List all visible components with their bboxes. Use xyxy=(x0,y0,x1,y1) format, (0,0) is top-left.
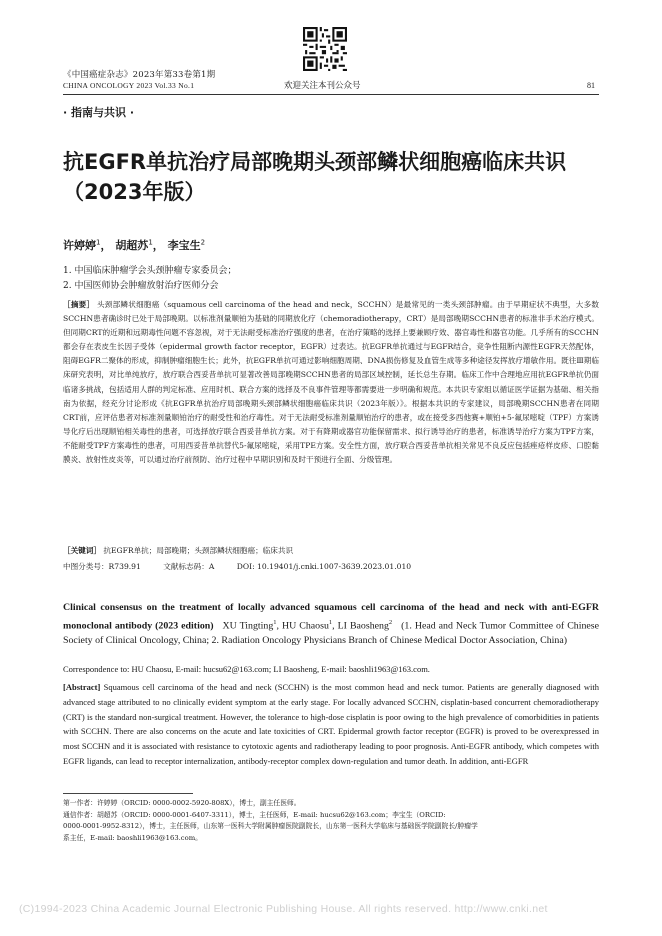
classification-line xyxy=(63,561,431,572)
journal-name-cn: 《中国癌症杂志》2023年第33卷第1期 xyxy=(63,70,216,80)
author-affiliation-mark: 1 xyxy=(148,238,153,247)
correspondence: Correspondence to: HU Chaosu, E-mail: hucsu62@163.com; LI Baosheng, E-mail: baoshli1963@163.com. xyxy=(63,664,430,674)
author-name: 李宝生 xyxy=(167,239,201,252)
doi: DOI: 10.19401/j.cnki.1007-3639.2023.01.010 xyxy=(236,562,412,571)
author-name-en: HU Chaosu xyxy=(282,620,329,632)
author-affiliation-mark: 1 xyxy=(273,619,277,626)
abstract-text-en: Squamous cell carcinoma of the head and neck (SCCHN) is the most common head and neck tumor. Patients are generally diagnosed with advanced stage attributed to no clinically evident symptom at the early stage. For locally advanced SCCHN, cisplatin-based concurrent chemoradiotherapy (CRT) is the standard non-surgical treatment. However, the tolerance to high-dose cisplatin is poor owing to the high prevalence of comorbidities in patients with SCCHN. There are also concerns on the acute and late toxicities of CRT. Epidermal growth factor receptor (EGFR) is proved to be overexpressed in most SCCHN and it is associated with resistance to cytotoxic agents and radiotherapy leading to poor prognosis. Anti-EGFR antibody, which competes with EGFR ligands, can lead to receptor internalization, antibody-receptor complex down-regulation and tumor death. In addition, anti-EGFR xyxy=(63,682,600,766)
footnote-line: 0000-0001-9952-8312），博士，主任医师，山东第一医科大学附属肿瘤医院副院长，山东第一医科大学临床与基础医学院副院长/肿瘤学 xyxy=(63,822,478,830)
footnote-divider xyxy=(63,793,193,794)
qr-caption: 欢迎关注本刊公众号 xyxy=(284,81,361,91)
article-title-cn: 抗EGFR单抗治疗局部晚期头颈部鳞状细胞癌临床共识（2023年版） xyxy=(63,150,567,204)
abstract-label-cn: ［摘要］ xyxy=(63,300,95,309)
affiliation-en: (1. Head and Neck Tumor Committee of Chinese Society of Clinical Oncology, China; 2. Radiation Oncology Physicians Branch of Chinese Medical Doctor Association, China) xyxy=(63,620,600,647)
author-list-cn: 许婷婷$^1$， 胡超苏$^1$， 李宝生$^2$ xyxy=(63,238,206,252)
header-divider xyxy=(63,94,599,95)
affiliation-line: 1. 中国临床肿瘤学会头颈肿瘤专家委员会； xyxy=(63,266,237,276)
document-code: 文献标志码：A xyxy=(163,562,215,571)
affiliation-line: 2. 中国医师协会肿瘤放射治疗医师分会 xyxy=(63,281,219,291)
journal-name-en: CHINA ONCOLOGY 2023 Vol.33 No.1 xyxy=(63,81,195,90)
abstract-label-en: [Abstract] xyxy=(63,682,101,692)
abstract-text-cn: 头颈部鳞状细胞癌（squamous cell carcinoma of the head and neck，SCCHN）是最常见的一类头颈部肿瘤。由于早期症状不典型，大多数SCCHN患者确诊时已处于局部晚期。以标准剂量顺铂为基础的同期放化疗（chemoradiotherapy，CRT）是局部晚期SCCHN患者的标准非手术治疗模式。但同期CRT的近期和远期毒性问题不容忽视，对于无法耐受标准治疗强度的患者，在治疗策略的选择上要兼顾疗效、器官毒性和器官功能。几乎所有的SCCHN都会存在表皮生长因子受体（epidermal growth factor receptor，EGFR）过表达。抗EGFR单抗通过与EGFR结合，竞争性阻断内源性EGFR天然配体，阻碍EGFR二聚体的形成，抑制肿瘤细胞生长；此外，抗EGFR单抗可通过影响细胞周期、DNA损伤修复及血管生成等多种途径发挥放疗增敏作用。既往Ⅲ期临床研究表明，对比单纯放疗，放疗联合西妥昔单抗可显著改善局部晚期SCCHN患者的局部区域控制，延长总生存期。临床工作中合理地应用抗EGFR单抗仍面临诸多挑战，包括适用人群的判定标准、应用时机、联合方案的选择及不良事件管理等都需要进一步明确和规范。本共识专家组以循证医学证据为基础、相关指南为依据，经充分讨论形成《抗EGFR单抗治疗局部晚期头颈部鳞状细胞癌临床共识（2023年版）》。根据本共识的专家建议，局部晚期SCCHN患者在同期CRT前，应评估患者对标准剂量顺铂治疗的耐受性和治疗毒性。对于无法耐受标准剂量顺铂治疗的患者，或在接受多西他赛+顺铂+5-氟尿嘧啶（TPF）方案诱导化疗后出现顺铂相关毒性的患者，可选择放疗联合西妥昔单抗方案。对于有降期或器官功能保留需求、拟行诱导治疗的患者，标准诱导治疗方案为TPF方案，不能耐受TPF方案毒性的患者，可用西妥昔单抗替代5-氟尿嘧啶，采用TPE方案。安全性方面，放疗联合西妥昔单抗相关常见不良反应包括痤疮样皮疹、口腔黏膜炎、放射性皮炎等，可以通过治疗前预防、治疗过程中早期识别和及时干预进行全面、分级管理。 xyxy=(63,300,600,465)
article-title-en-block: Clinical consensus on the treatment of locally advanced squamous cell carcinoma of the head and neck with anti-EGFR monoclonal antibody (2023 edition) XU Tingting$^1$, HU Chaosu$^1$, LI Baosheng$^2$ (1. Head and Neck Tumor Committee of Chinese Society of Clinical Oncology, China; 2. Radiation Oncology Physicians Branch of Chinese Medical Doctor Association, China) xyxy=(63,602,600,647)
footnote-line: 通信作者：胡超苏（ORCID: 0000-0001-6407-3311），博士，主任医师，E-mail: hucsu62@163.com；李宝生（ORCID: xyxy=(63,810,446,819)
author-affiliation-mark: 1 xyxy=(96,238,101,247)
footnote-line: 系主任，E-mail: baoshli1963@163.com。 xyxy=(63,833,202,842)
footnotes xyxy=(63,798,599,844)
keywords-label: ［关键词］ xyxy=(63,546,101,555)
author-name-en: LI Baosheng xyxy=(337,620,389,632)
clc-number: 中图分类号：R739.91 xyxy=(63,562,141,571)
page-number: 81 xyxy=(587,81,595,90)
author-name: 胡超苏 xyxy=(115,239,149,252)
abstract-en xyxy=(63,680,599,769)
keywords-text: 抗EGFR单抗；局部晚期；头颈部鳞状细胞癌；临床共识 xyxy=(103,546,294,555)
qr-code-icon xyxy=(303,27,347,71)
copyright-watermark: (C)1994-2023 China Academic Journal Electronic Publishing House. All rights reserved. http://www.cnki.net xyxy=(19,903,548,915)
abstract-cn xyxy=(63,298,599,467)
author-affiliation-mark: 2 xyxy=(200,238,206,247)
keywords-cn xyxy=(63,545,293,556)
author-name-en: XU Tingting xyxy=(222,620,274,632)
footnote-line: 第一作者：许婷婷（ORCID: 0000-0002-5920-808X），博士，副主任医师。 xyxy=(63,799,301,807)
author-affiliation-mark: 2 xyxy=(388,619,393,626)
affiliations-cn xyxy=(63,264,236,294)
author-affiliation-mark: 1 xyxy=(328,619,333,626)
author-name: 许婷婷 xyxy=(63,239,96,252)
section-label: · 指南与共识 · xyxy=(63,106,135,119)
article-title-en: Clinical consensus on the treatment of locally advanced squamous cell carcinoma of the head and neck with anti-EGFR monoclonal antibody (2023 edition) xyxy=(63,602,599,632)
